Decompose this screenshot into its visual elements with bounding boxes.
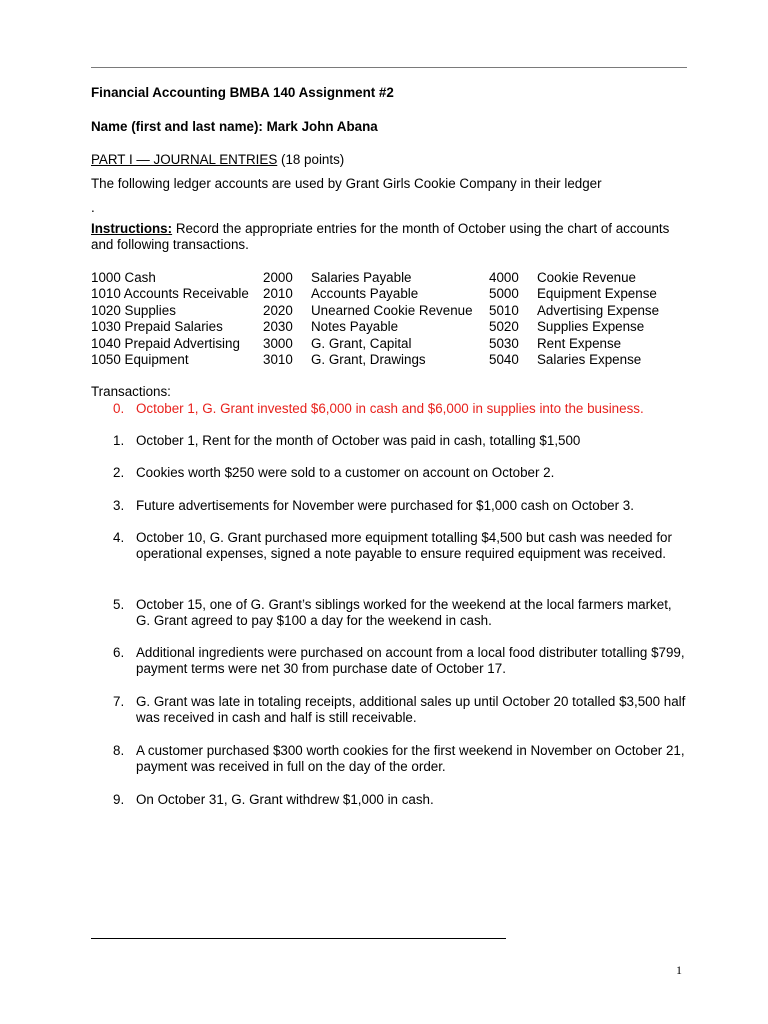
account-name: Unearned Cookie Revenue [311,302,473,318]
account-name: Salaries Expense [537,352,642,367]
account-name: G. Grant, Capital [311,335,412,351]
account-code: 5020 [489,319,519,335]
account-name: Accounts Payable [311,286,419,302]
footnote-rule [91,938,506,939]
intro-dot: . [91,200,95,215]
account-code: 2030 [263,319,293,335]
document-title: Financial Accounting BMBA 140 Assignment #2 [91,85,394,100]
account-row: 1030 Prepaid Salaries [91,319,223,335]
account-row: 1040 Prepaid Advertising [91,335,240,351]
account-name: Advertising Expense [537,302,660,318]
chart-of-accounts [91,270,691,370]
page-number: 1 [676,963,682,977]
account-code: 2000 [263,270,293,285]
student-name: Name (first and last name): Mark John Abana [91,119,378,134]
intro-text: The following ledger accounts are used by Grant Girls Cookie Company in their ledger [91,176,602,191]
account-row: 1050 Equipment [91,352,189,367]
account-name: Salaries Payable [311,270,412,285]
account-row: 1010 Accounts Receivable [91,286,249,302]
account-code: 3010 [263,352,293,367]
account-code: 2010 [263,286,293,302]
account-code: 4000 [489,270,519,285]
account-code: 5040 [489,352,519,367]
account-name: Supplies Expense [537,319,645,335]
top-rule [91,67,687,68]
account-name: Rent Expense [537,335,622,351]
part-points: (18 points) [277,152,345,167]
part-title: PART I — JOURNAL ENTRIES [91,152,278,167]
account-name: Equipment Expense [537,286,657,302]
instructions-text: Record the appropriate entries for the month of October using the chart of accounts and following transactions. [91,221,670,253]
instructions [91,221,691,254]
account-code: 5030 [489,335,519,351]
transactions-label: Transactions: [91,384,171,399]
account-name: G. Grant, Drawings [311,352,426,367]
account-row: 1020 Supplies [91,302,176,318]
account-code: 5000 [489,286,519,302]
instructions-label: Instructions: [91,221,173,236]
account-name: Cookie Revenue [537,270,637,285]
account-code: 5010 [489,302,519,318]
account-name: Notes Payable [311,319,399,335]
account-row: 1000 Cash [91,270,156,285]
part-heading [91,152,344,168]
account-code: 2020 [263,302,293,318]
account-code: 3000 [263,335,293,351]
